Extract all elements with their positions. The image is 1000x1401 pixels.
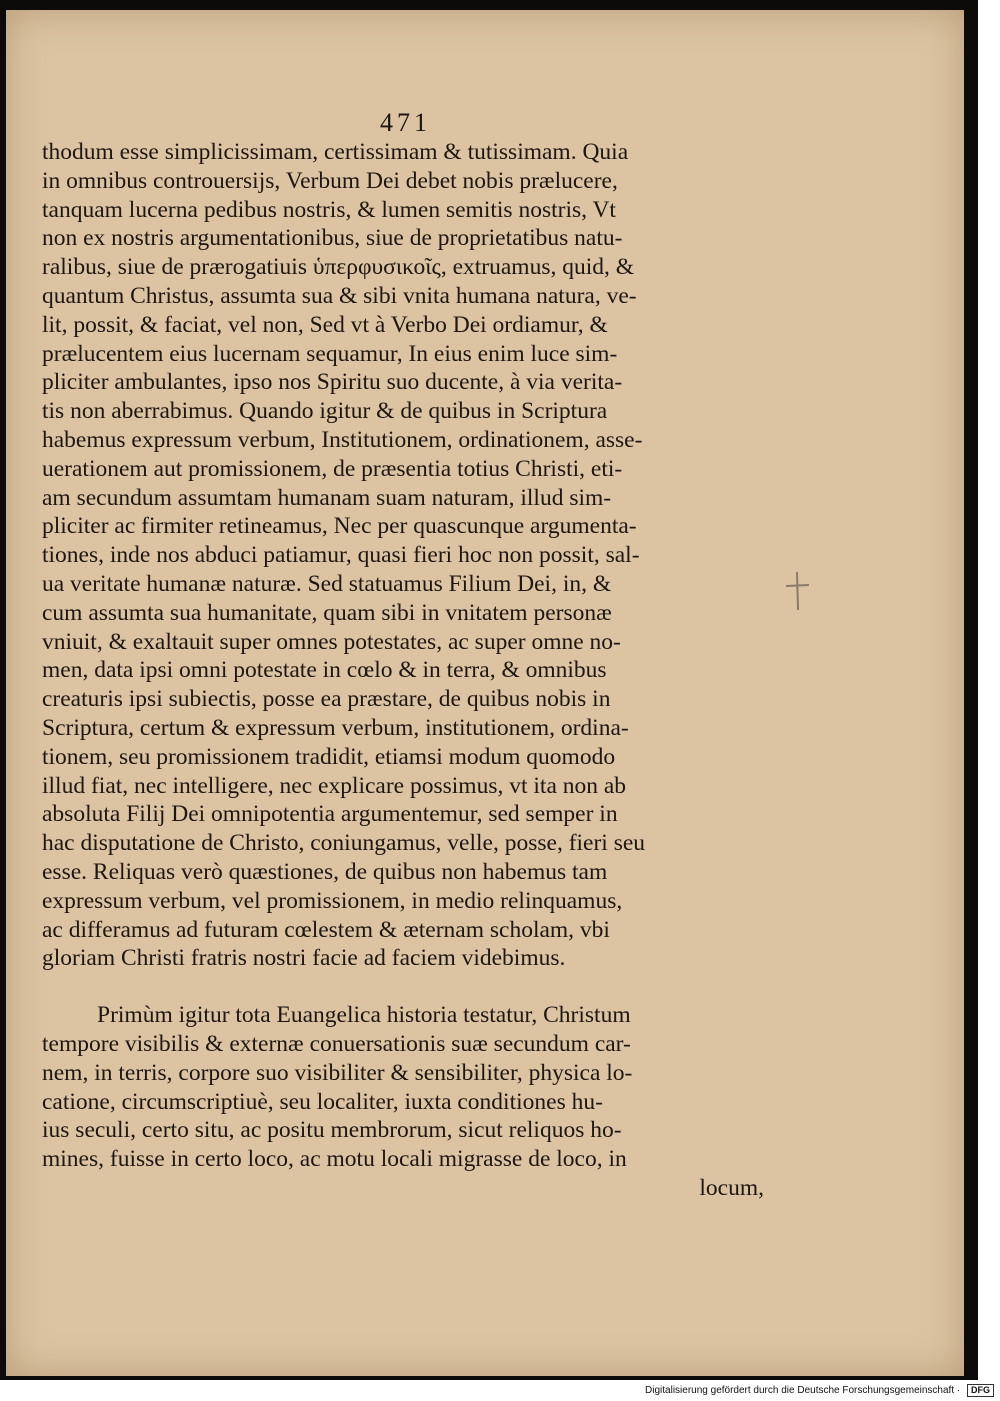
text-line: tanquam lucerna pedibus nostris, & lumen semitis nostris, Vt (42, 196, 616, 223)
text-line: gloriam Christi fratris nostri facie ad faciem videbimus. (42, 945, 566, 972)
text-block (42, 138, 764, 1203)
text-line: ua veritate humanæ naturæ. Sed statuamus Filium Dei, in, & (42, 570, 612, 597)
text-line: thodum esse simplicissimam, certissimam & tutissimam. Quia (42, 139, 629, 165)
text-line: pliciter ambulantes, ipso nos Spiritu suo ducente, à via verita- (42, 369, 623, 396)
text-line: nem, in terris, corpore suo visibiliter & sensibiliter, physica lo- (42, 1059, 633, 1086)
text-line: Scriptura, certum & expressum verbum, institutionem, ordina- (42, 714, 629, 741)
text-line: quantum Christus, assumta sua & sibi vnita humana natura, ve- (42, 282, 637, 309)
text-line: uerationem aut promissionem, de præsentia totius Christi, eti- (42, 455, 623, 482)
text-line: non ex nostris argumentationibus, siue de proprietatibus natu- (42, 225, 623, 252)
page-number: 471 (380, 108, 431, 137)
text-line: prælucentem eius lucernam sequamur, In eius enim luce sim- (42, 340, 618, 367)
text-line: hac disputatione de Christo, coniungamus, velle, posse, fieri seu (42, 830, 646, 857)
text-line: tempore visibilis & externæ conuersationis suæ secundum car- (42, 1030, 631, 1057)
text-line: lit, possit, & faciat, vel non, Sed vt à Verbo Dei ordiamur, & (42, 311, 608, 338)
paragraph-1 (42, 138, 764, 973)
text-line: vniuit, & exaltauit super omnes potestates, ac super omne no- (42, 628, 621, 655)
dfg-logo: DFG (967, 1384, 994, 1397)
paragraph-2 (42, 1001, 764, 1203)
text-line: cum assumta sua humanitate, quam sibi in vnitatem personæ (42, 599, 612, 626)
text-line: expressum verbum, vel promissionem, in medio relinquamus, (42, 887, 623, 914)
text-line: am secundum assumtam humanam suam naturam, illud sim- (42, 484, 612, 511)
text-line: ius seculi, certo situ, ac positu membrorum, sicut reliquos ho- (42, 1117, 622, 1144)
text-line: tis non aberrabimus. Quando igitur & de quibus in Scriptura (42, 398, 608, 425)
text-line: creaturis ipsi subiectis, posse ea præstare, de quibus nobis in (42, 686, 611, 713)
catchword: locum, (699, 1174, 764, 1201)
text-line: esse. Reliquas verò quæstiones, de quibus non habemus tam (42, 858, 608, 885)
text-line: mines, fuisse in certo loco, ac motu locali migrasse de loco, in (42, 1146, 627, 1173)
text-line: tiones, inde nos abduci patiamur, quasi fieri hoc non possit, sal- (42, 542, 640, 569)
text-line: illud fiat, nec intelligere, nec explicare possimus, vt ita non ab (42, 772, 627, 799)
digitization-footer (645, 1384, 994, 1397)
text-line: men, data ipsi omni potestate in cœlo & in terra, & omnibus (42, 657, 607, 684)
footer-text: Digitalisierung gefördert durch die Deutsche Forschungsgemeinschaft · (645, 1385, 961, 1397)
book-page (6, 10, 964, 1376)
text-line: pliciter ac firmiter retineamus, Nec per quascunque argumenta- (42, 513, 637, 540)
text-line: catione, circumscriptiuè, seu localiter, iuxta conditiones hu- (42, 1088, 603, 1115)
text-line: habemus expressum verbum, Institutionem, ordinationem, asse- (42, 426, 643, 453)
text-line: tionem, seu promissionem tradidit, etiamsi modum quomodo (42, 743, 616, 770)
text-line: in omnibus controuersijs, Verbum Dei debet nobis prælucere, (42, 167, 618, 194)
text-line: ralibus, siue de prærogatiuis ὑπερφυσικοῖς, extruamus, quid, & (42, 254, 635, 281)
text-line: absoluta Filij Dei omnipotentia argumentemur, sed semper in (42, 801, 618, 828)
text-line: Primùm igitur tota Euangelica historia testatur, Christum (97, 1002, 631, 1029)
text-line: ac differamus ad futuram cœlestem & æternam scholam, vbi (42, 916, 610, 943)
paragraph-gap (42, 973, 764, 1001)
margin-cross-mark-icon (782, 568, 812, 612)
